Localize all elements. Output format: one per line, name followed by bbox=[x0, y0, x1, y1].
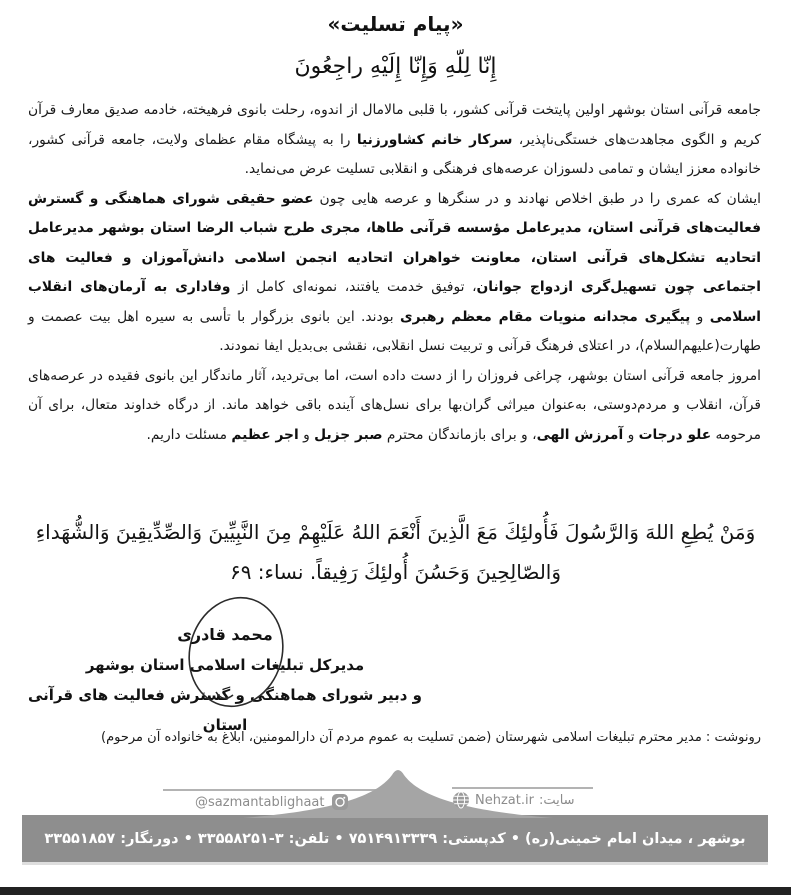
text-run-bold: سرکار خانم کشاورزنیا bbox=[356, 131, 513, 148]
bottom-border-bar bbox=[0, 887, 791, 895]
istirja-verse: إِنّا لِلّهِ وَإِنّا إِلَيْهِ راجِعُونَ bbox=[294, 54, 497, 79]
paragraph-3 bbox=[28, 362, 761, 451]
text-run-bold: پیگیری مجدانه منویات مقام معظم رهبری bbox=[400, 308, 691, 325]
text-run: و bbox=[623, 426, 639, 443]
text-run: ایشان که عمری را در طبق اخلاص نهادند و در سنگرها و عرصه هایی چون bbox=[313, 190, 761, 207]
quran-verse-line-2: وَالصّالِحِينَ وَحَسُنَ أُولئِكَ رَفِيقاً. نساء: ۶۹ bbox=[229, 560, 562, 584]
paragraph-1 bbox=[28, 96, 761, 185]
instagram-icon bbox=[331, 793, 349, 811]
footnote bbox=[30, 730, 761, 745]
text-run: امروز جامعه قرآنی استان بوشهر، چراغی فروزان را از دست داده است، اما بی‌تردید، آثار ماندگار این بانوی فقیده در عرصه‌های قرآن، انقلاب و مردم‌دوستی، به‌عنوان میراثی گران‌بها برای نسل‌های آینده باقی خواهد ماند. از درگاه خداوند متعال، برای آن مرحومه bbox=[28, 367, 761, 443]
globe-icon bbox=[452, 791, 470, 809]
text-run: ، توفیق خدمت یافتند، نمونه‌ای کامل از bbox=[230, 279, 477, 295]
address-bar bbox=[22, 815, 768, 865]
signatory-name: محمد قادری bbox=[177, 625, 273, 644]
address-text: بوشهر ، میدان امام خمینی(ره) • کدپستی: ۷۵۱۴۹۱۳۳۳۹ • تلفن: ۳-۳۳۵۵۸۲۵۱ • دورنگار: ۳۳۵۵۱۸۵۷ bbox=[44, 830, 746, 847]
text-run: جامعه قرآنی استان بوشهر اولین پایتخت قرآنی کشور، با قلبی مالامال از اندوه، رحلت بانوی فرهیخته، خادمه صدیق معارف قرآن کریم و الگوی مجاهدت‌های خستگی‌ناپذیر، bbox=[28, 102, 761, 148]
text-run-bold: صبر جزیل bbox=[314, 426, 383, 443]
text-run: ، و برای بازماندگان محترم bbox=[382, 426, 537, 443]
handwritten-signature-oval bbox=[158, 596, 318, 714]
quran-verse-line-1: وَمَنْ يُطِعِ اللهَ وَالرَّسُولَ فَأُولئِكَ مَعَ الَّذِينَ أَنْعَمَ اللهُ عَلَيْهِمْ مِنَ النَّبِيِّينَ وَالصِّدِّيقِينَ وَالشُّهَداءِ bbox=[35, 520, 756, 544]
instagram-handle-row bbox=[195, 793, 349, 811]
text-run: را به پیشگاه مقام عظمای ولایت، جامعه قرآنی کشور، خانواده معزز ایشان و تمامی دلسوزان عرصه‌های فرهنگی و انقلابی تسلیت عرض می‌نماید. bbox=[28, 131, 761, 177]
text-run-bold: عضو حقیقی شورای هماهنگی و گسترش فعالیت‌های قرآنی استان، مدیرعامل مؤسسه قرآنی طاها، مجری طرح شباب الرضا استان بوشهر مدیرعامل اتحادیه تشکل‌های قرآنی استان، معاونت خواهران اتحادیه انجمن اسلامی دانش‌آموزان و فعالیت های اجتماعی چون تسهیل‌گری ازدواج جوانان bbox=[28, 190, 761, 295]
text-run-bold: اجر عظیم bbox=[231, 426, 299, 443]
website-row bbox=[452, 791, 575, 809]
signatory-role-1: مدیرکل تبلیغات اسلامی استان بوشهر bbox=[85, 656, 365, 674]
text-run-bold: علو درجات bbox=[638, 426, 712, 443]
website-url: Nehzat.ir bbox=[475, 792, 534, 808]
text-run: بودند. این بانوی بزرگوار با تأسی به سیره اهل بیت عصمت و طهارت(علیهم‌السلام)، در اعتلای فرهنگ قرآنی و تربیت نسل انقلابی، نقشی بی‌بدیل ایفا نمودند. bbox=[28, 308, 761, 354]
text-run: و bbox=[298, 426, 315, 443]
signatory-role-2: و دبیر شورای هماهنگی و گسترش فعالیت های قرآنی استان bbox=[28, 686, 422, 734]
text-run-bold: آمرزش الهی bbox=[536, 426, 624, 443]
paragraph-2 bbox=[28, 185, 761, 362]
instagram-handle: @sazmantablighaat bbox=[195, 794, 325, 810]
text-run-bold: وفاداری به آرمان‌های انقلاب اسلامی bbox=[28, 279, 761, 325]
quran-verse bbox=[10, 512, 781, 592]
text-run: مسئلت داریم. bbox=[146, 426, 232, 443]
text-run: و bbox=[690, 308, 710, 325]
letter-body bbox=[28, 96, 761, 450]
website-label: سایت: bbox=[538, 792, 575, 808]
page-title: «پیام تسلیت» bbox=[327, 12, 464, 36]
footnote-text: رونوشت : مدیر محترم تبلیغات اسلامی شهرستان (ضمن تسلیت به عموم مردم آن دارالمومنین، ابلاغ به خانواده آن مرحوم) bbox=[101, 730, 761, 745]
